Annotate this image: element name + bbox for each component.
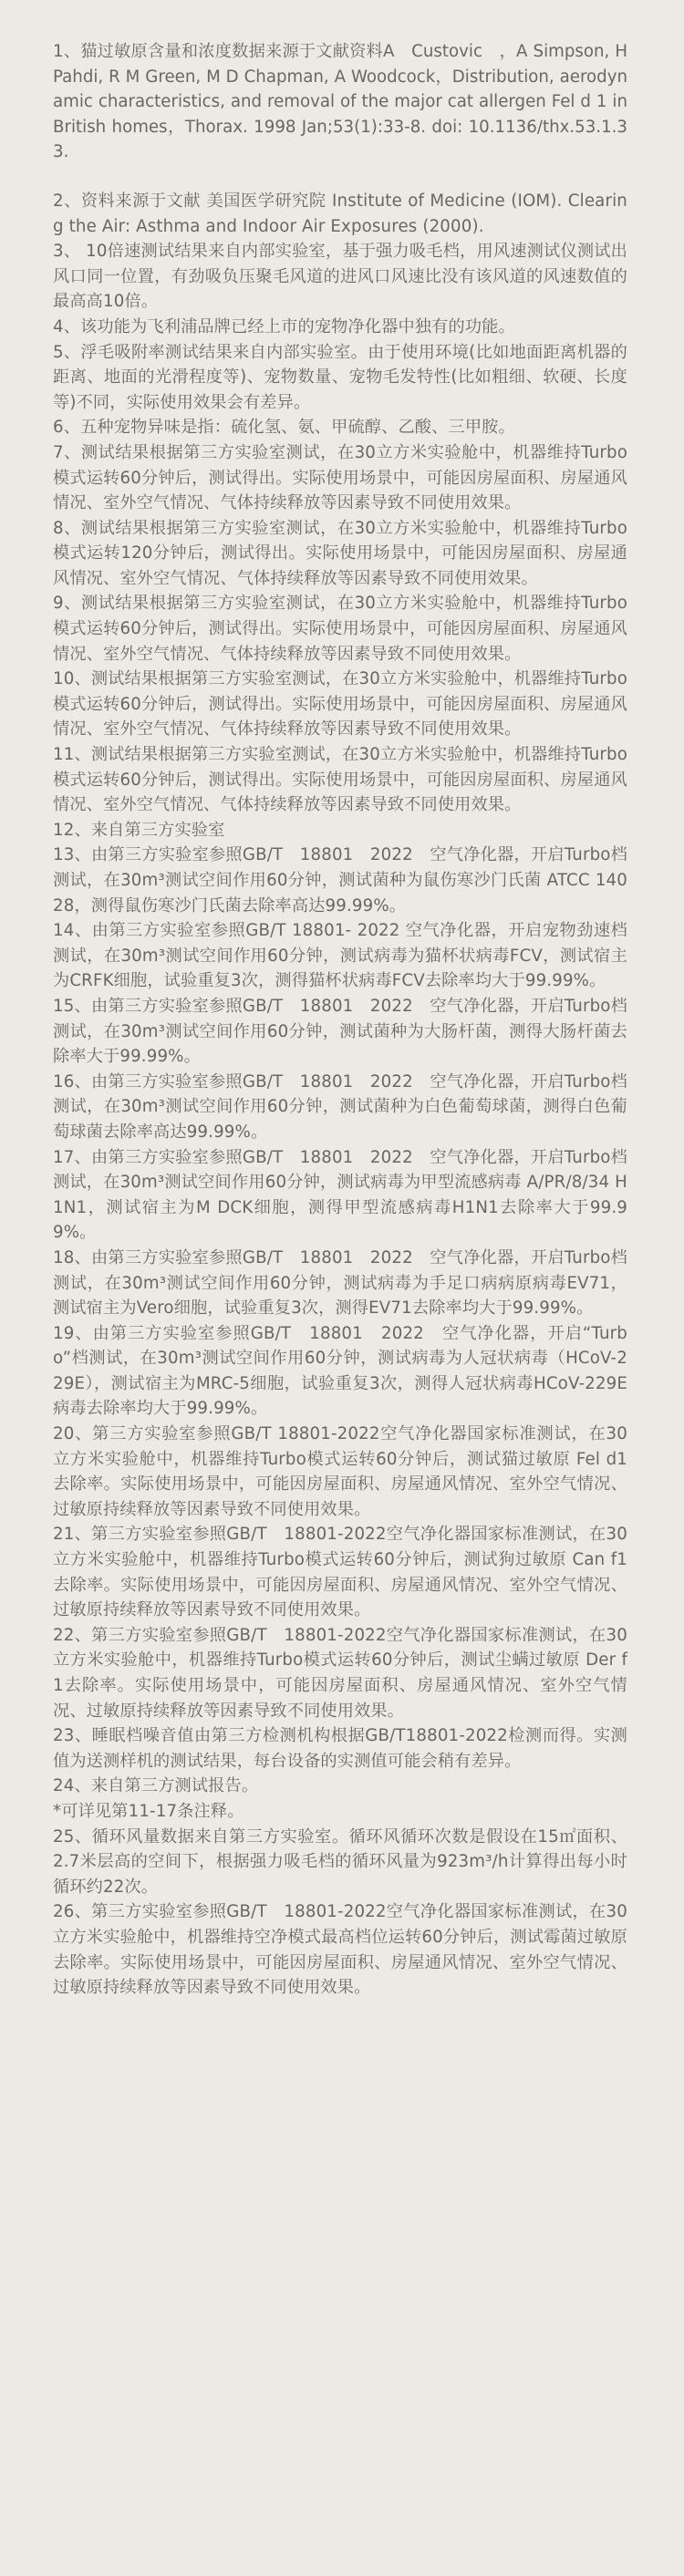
footnote-7: 7、测试结果根据第三方实验室测试，在30立方米实验舱中，机器维持Turbo模式运转60分钟后，测试得出。实际使用场景中，可能因房屋面积、房屋通风情况、室外空气情况、气体持续释放等因素导致不同使用效果。	[53, 442, 627, 513]
footnote-13: 13、由第三方实验室参照GB/T 18801 2022 空气净化器，开启Turbo档测试，在30m³测试空间作用60分钟，测试菌种为鼠伤寒沙门氏菌 ATCC 14028，测得鼠伤寒沙门氏菌去除率高达99.99%。	[53, 845, 627, 916]
footnote-5: 5、浮毛吸附率测试结果来自内部实验室。由于使用环境(比如地面距离机器的距离、地面的光滑程度等)、宠物数量、宠物毛发特性(比如粗细、软硬、长度等)不同，实际使用效果会有差异。	[53, 342, 627, 412]
footnote-18: 18、由第三方实验室参照GB/T 18801 2022 空气净化器，开启Turbo档测试，在30m³测试空间作用60分钟，测试病毒为手足口病病原病毒EV71，测试宿主为Vero细胞，试验重复3次，测得EV71去除率均大于99.99%。	[53, 1247, 627, 1319]
footnotes-list	[53, 39, 627, 2001]
footnote-4: 4、该功能为飞利浦品牌已经上市的宠物净化器中独有的功能。	[53, 316, 515, 336]
footnote-14: 14、由第三方实验室参照GB/T 18801- 2022 空气净化器，开启宠物劲速档测试，在30m³测试空间作用60分钟，测试病毒为猫杯状病毒FCV，测试宿主为CRFK细胞，试验重复3次，测得猫杯状病毒FCV去除率均大于99.99%。	[53, 921, 627, 991]
footnote-19: 19、由第三方实验室参照GB/T 18801 2022 空气净化器，开启“Turbo”档测试，在30m³测试空间作用60分钟，测试病毒为人冠状病毒（HCoV-229E），测试宿主为MRC-5细胞，试验重复3次，测得人冠状病毒HCoV-229E病毒去除率均大于99.99%。	[53, 1323, 627, 1419]
footnote-12: 12、来自第三方实验室	[53, 820, 225, 840]
footnote-22: 22、第三方实验室参照GB/T 18801-2022空气净化器国家标准测试，在30立方米实验舱中，机器维持Turbo模式运转60分钟后，测试尘螨过敏原 Der f1去除率。实际使用场景中，可能因房屋面积、房屋通风情况、室外空气情况、过敏原持续释放等因素导致不同使用效果。	[53, 1625, 627, 1721]
footnote-24-remark: *可详见第11-17条注释。	[53, 1801, 244, 1821]
footnote-23: 23、睡眠档噪音值由第三方检测机构根据GB/T18801-2022检测而得。实测值为送测样机的测试结果，每台设备的实测值可能会稍有差异。	[53, 1726, 627, 1771]
footnote-8: 8、测试结果根据第三方实验室测试，在30立方米实验舱中，机器维持Turbo模式运转120分钟后，测试得出。实际使用场景中，可能因房屋面积、房屋通风情况、室外空气情况、气体持续释放等因素导致不同使用效果。	[53, 518, 627, 588]
footnote-11: 11、测试结果根据第三方实验室测试，在30立方米实验舱中，机器维持Turbo模式运转60分钟后，测试得出。实际使用场景中，可能因房屋面积、房屋通风情况、室外空气情况、气体持续释放等因素导致不同使用效果。	[53, 745, 627, 815]
footnote-3: 3、 10倍速测试结果来自内部实验室，基于强力吸毛档，用风速测试仪测试出风口同一位置，有劲吸负压聚毛风道的进风口风速比没有该风道的风速数值的最高高10倍。	[53, 242, 627, 312]
footnote-20: 20、第三方实验室参照GB/T 18801-2022空气净化器国家标准测试，在30立方米实验舱中，机器维持Turbo模式运转60分钟后，测试猫过敏原 Fel d1去除率。实际使用场景中，可能因房屋面积、房屋通风情况、室外空气情况、过敏原持续释放等因素导致不同使用效果。	[53, 1424, 627, 1519]
footnote-17: 17、由第三方实验室参照GB/T 18801 2022 空气净化器，开启Turbo档测试，在30m³测试空间作用60分钟，测试病毒为甲型流感病毒 A/PR/8/34 H1N1，测试宿主为M DCK细胞，测得甲型流感病毒H1N1去除率大于99.99%。	[53, 1147, 627, 1243]
footnote-15: 15、由第三方实验室参照GB/T 18801 2022 空气净化器，开启Turbo档测试，在30m³测试空间作用60分钟，测试菌种为大肠杆菌，测得大肠杆菌去除率大于99.99%。	[53, 996, 627, 1067]
footnote-21: 21、第三方实验室参照GB/T 18801-2022空气净化器国家标准测试，在30立方米实验舱中，机器维持Turbo模式运转60分钟后，测试狗过敏原 Can f1去除率。实际使用场景中，可能因房屋面积、房屋通风情况、室外空气情况、过敏原持续释放等因素导致不同使用效果。	[53, 1525, 627, 1620]
footnote-6: 6、五种宠物异味是指：硫化氢、氨、甲硫醇、乙酸、三甲胺。	[53, 418, 515, 438]
footnote-25: 25、循环风量数据来自第三方实验室。循环风循环次数是假设在15㎡面积、2.7米层高的空间下，根据强力吸毛档的循环风量为923m³/h计算得出每小时循环约22次。	[53, 1826, 627, 1897]
footnote-10: 10、测试结果根据第三方实验室测试，在30立方米实验舱中，机器维持Turbo模式运转60分钟后，测试得出。实际使用场景中，可能因房屋面积、房屋通风情况、室外空气情况、气体持续释放等因素导致不同使用效果。	[53, 669, 627, 740]
footnote-16: 16、由第三方实验室参照GB/T 18801 2022 空气净化器，开启Turbo档测试，在30m³测试空间作用60分钟，测试菌种为白色葡萄球菌，测得白色葡萄球菌去除率高达99.99%。	[53, 1071, 627, 1142]
footnote-9: 9、测试结果根据第三方实验室测试，在30立方米实验舱中，机器维持Turbo模式运转60分钟后，测试得出。实际使用场景中，可能因房屋面积、房屋通风情况、室外空气情况、气体持续释放等因素导致不同使用效果。	[53, 594, 627, 664]
footnote-26: 26、第三方实验室参照GB/T 18801-2022空气净化器国家标准测试，在30立方米实验舱中，机器维持空净模式最高档位运转60分钟后，测试霉菌过敏原去除率。实际使用场景中，可能因房屋面积、房屋通风情况、室外空气情况、过敏原持续释放等因素导致不同使用效果。	[53, 1902, 627, 1998]
footnote-1: 1、猫过敏原含量和浓度数据来源于文献资料A Custovic ，A Simpson, H Pahdi, R M Green, M D Chapman, A Woodcock，Distribution, aerodynamic characteristics, and removal of the major cat allergen Fel d 1 in British homes，Thorax. 1998 Jan;53(1):33-8. doi: 10.1136/thx.53.1.33.	[53, 42, 627, 162]
footnote-2: 2、资料来源于文献 美国医学研究院 Institute of Medicine (IOM). Clearing the Air: Asthma and Indoor Air Exposures (2000).	[53, 191, 627, 236]
footnote-24: 24、来自第三方测试报告。	[53, 1776, 259, 1796]
